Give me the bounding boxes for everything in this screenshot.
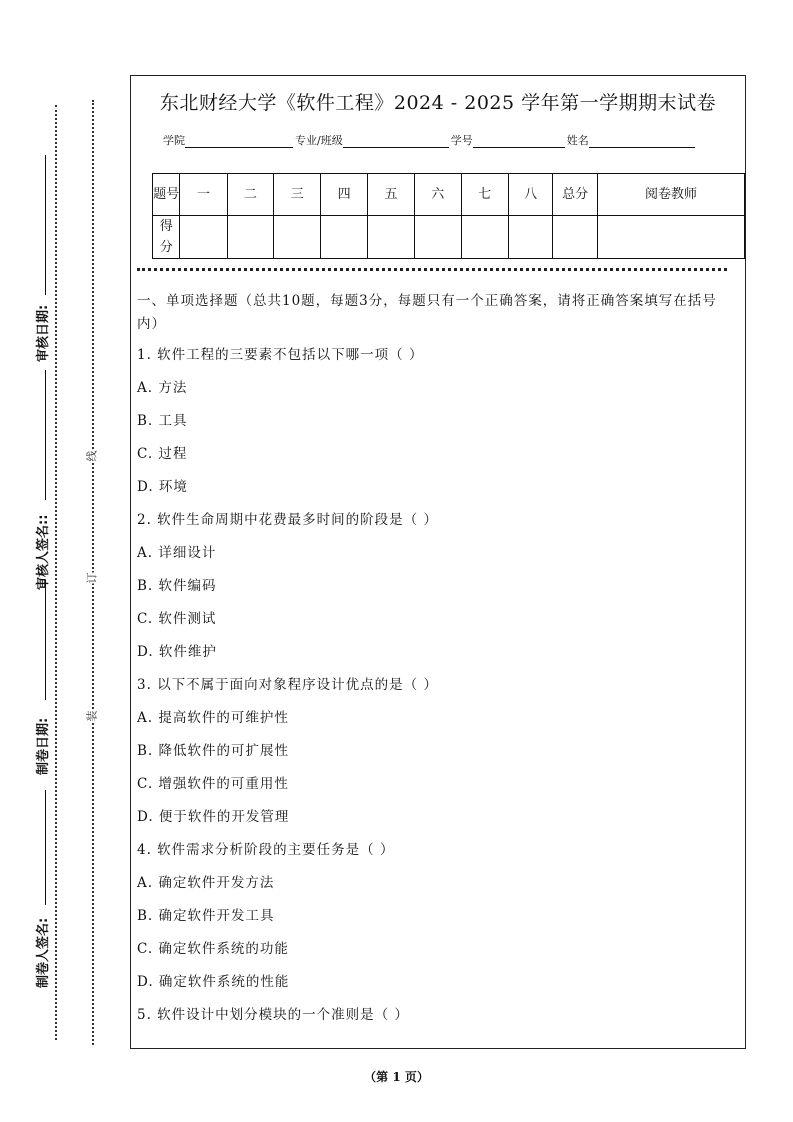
binding-mark-xian: 线	[85, 450, 99, 462]
question-stem: 4. 软件需求分析阶段的主要任务是（ ）	[137, 842, 395, 858]
answer-option: D. 确定软件系统的性能	[137, 974, 290, 990]
answer-option: C. 软件测试	[137, 611, 217, 627]
answer-option: B. 降低软件的可扩展性	[137, 743, 290, 759]
page-number: （第 1 页）	[364, 1070, 429, 1084]
answer-option: A. 提高软件的可维护性	[137, 710, 289, 726]
header-cell: 阅卷教师	[597, 174, 744, 216]
answer-option: D. 软件维护	[137, 644, 217, 660]
score-cell[interactable]	[274, 216, 321, 259]
signature-line	[45, 370, 46, 500]
score-cell[interactable]	[553, 216, 598, 259]
reviewer-signature-label: 审核人签名::	[36, 514, 51, 590]
score-cell[interactable]	[597, 216, 744, 259]
signature-line	[45, 790, 46, 905]
score-cell[interactable]	[180, 216, 227, 259]
question-stem: 1. 软件工程的三要素不包括以下哪一项（ ）	[137, 347, 424, 363]
answer-option: A. 确定软件开发方法	[137, 875, 275, 891]
header-cell: 一	[180, 174, 227, 216]
answer-option: D. 便于软件的开发管理	[137, 809, 290, 825]
question-list	[137, 344, 737, 1037]
answer-option: B. 软件编码	[137, 578, 217, 594]
answer-option: C. 过程	[137, 446, 188, 462]
signature-line	[45, 580, 46, 700]
signature-line	[45, 155, 46, 295]
header-cell: 六	[415, 174, 461, 216]
question-section	[137, 290, 737, 1037]
major-field[interactable]	[343, 135, 449, 148]
header-cell: 四	[321, 174, 367, 216]
question-stem: 3. 以下不属于面向对象程序设计优点的是（ ）	[137, 677, 438, 693]
question-stem: 2. 软件生命周期中花费最多时间的阶段是（ ）	[137, 512, 438, 528]
binding-mark-ding: 订	[85, 572, 99, 584]
review-date-label: 审核日期:	[36, 304, 51, 362]
score-cell[interactable]	[508, 216, 553, 259]
outer-dotted-line	[55, 105, 57, 1040]
preparer-signature-label: 制卷人签名:	[36, 917, 51, 988]
exam-frame	[130, 75, 746, 1049]
answer-option: C. 确定软件系统的功能	[137, 941, 289, 957]
header-cell: 五	[367, 174, 414, 216]
header-cell: 八	[508, 174, 553, 216]
answer-option: A. 详细设计	[137, 545, 217, 561]
score-cell[interactable]	[367, 216, 414, 259]
binding-mark-zhuang: 装	[85, 710, 99, 722]
answer-option: C. 增强软件的可重用性	[137, 776, 289, 792]
answer-option: B. 工具	[137, 413, 188, 429]
score-cell[interactable]	[227, 216, 273, 259]
answer-option: B. 确定软件开发工具	[137, 908, 275, 924]
college-field[interactable]	[185, 135, 293, 148]
name-field[interactable]	[589, 135, 695, 148]
student-id-label: 学号	[450, 134, 473, 147]
header-cell: 三	[274, 174, 321, 216]
college-label: 学院	[163, 134, 185, 147]
prepare-date-label: 制卷日期:	[36, 717, 51, 775]
score-table	[152, 173, 745, 259]
question-stem: 5. 软件设计中划分模块的一个准则是（ ）	[137, 1007, 409, 1023]
score-label: 得分	[153, 216, 180, 259]
score-cell[interactable]	[321, 216, 367, 259]
score-cell[interactable]	[461, 216, 508, 259]
dotted-separator	[137, 268, 727, 271]
header-cell: 总分	[553, 174, 598, 216]
score-cell[interactable]	[415, 216, 461, 259]
name-label: 姓名	[566, 134, 589, 147]
answer-option: D. 环境	[137, 479, 188, 495]
major-label: 专业/班级	[295, 134, 343, 147]
header-cell: 题号	[153, 174, 180, 216]
student-info	[163, 132, 697, 148]
answer-option: A. 方法	[137, 380, 188, 396]
header-cell: 七	[461, 174, 508, 216]
exam-title: 东北财经大学《软件工程》2024 - 2025 学年第一学期期末试卷	[159, 92, 717, 114]
section-heading: 一、单项选择题（总共10题，每题3分，每题只有一个正确答案，请将正确答案填写在括号内）	[137, 293, 717, 332]
header-cell: 二	[227, 174, 273, 216]
student-id-field[interactable]	[473, 135, 565, 148]
